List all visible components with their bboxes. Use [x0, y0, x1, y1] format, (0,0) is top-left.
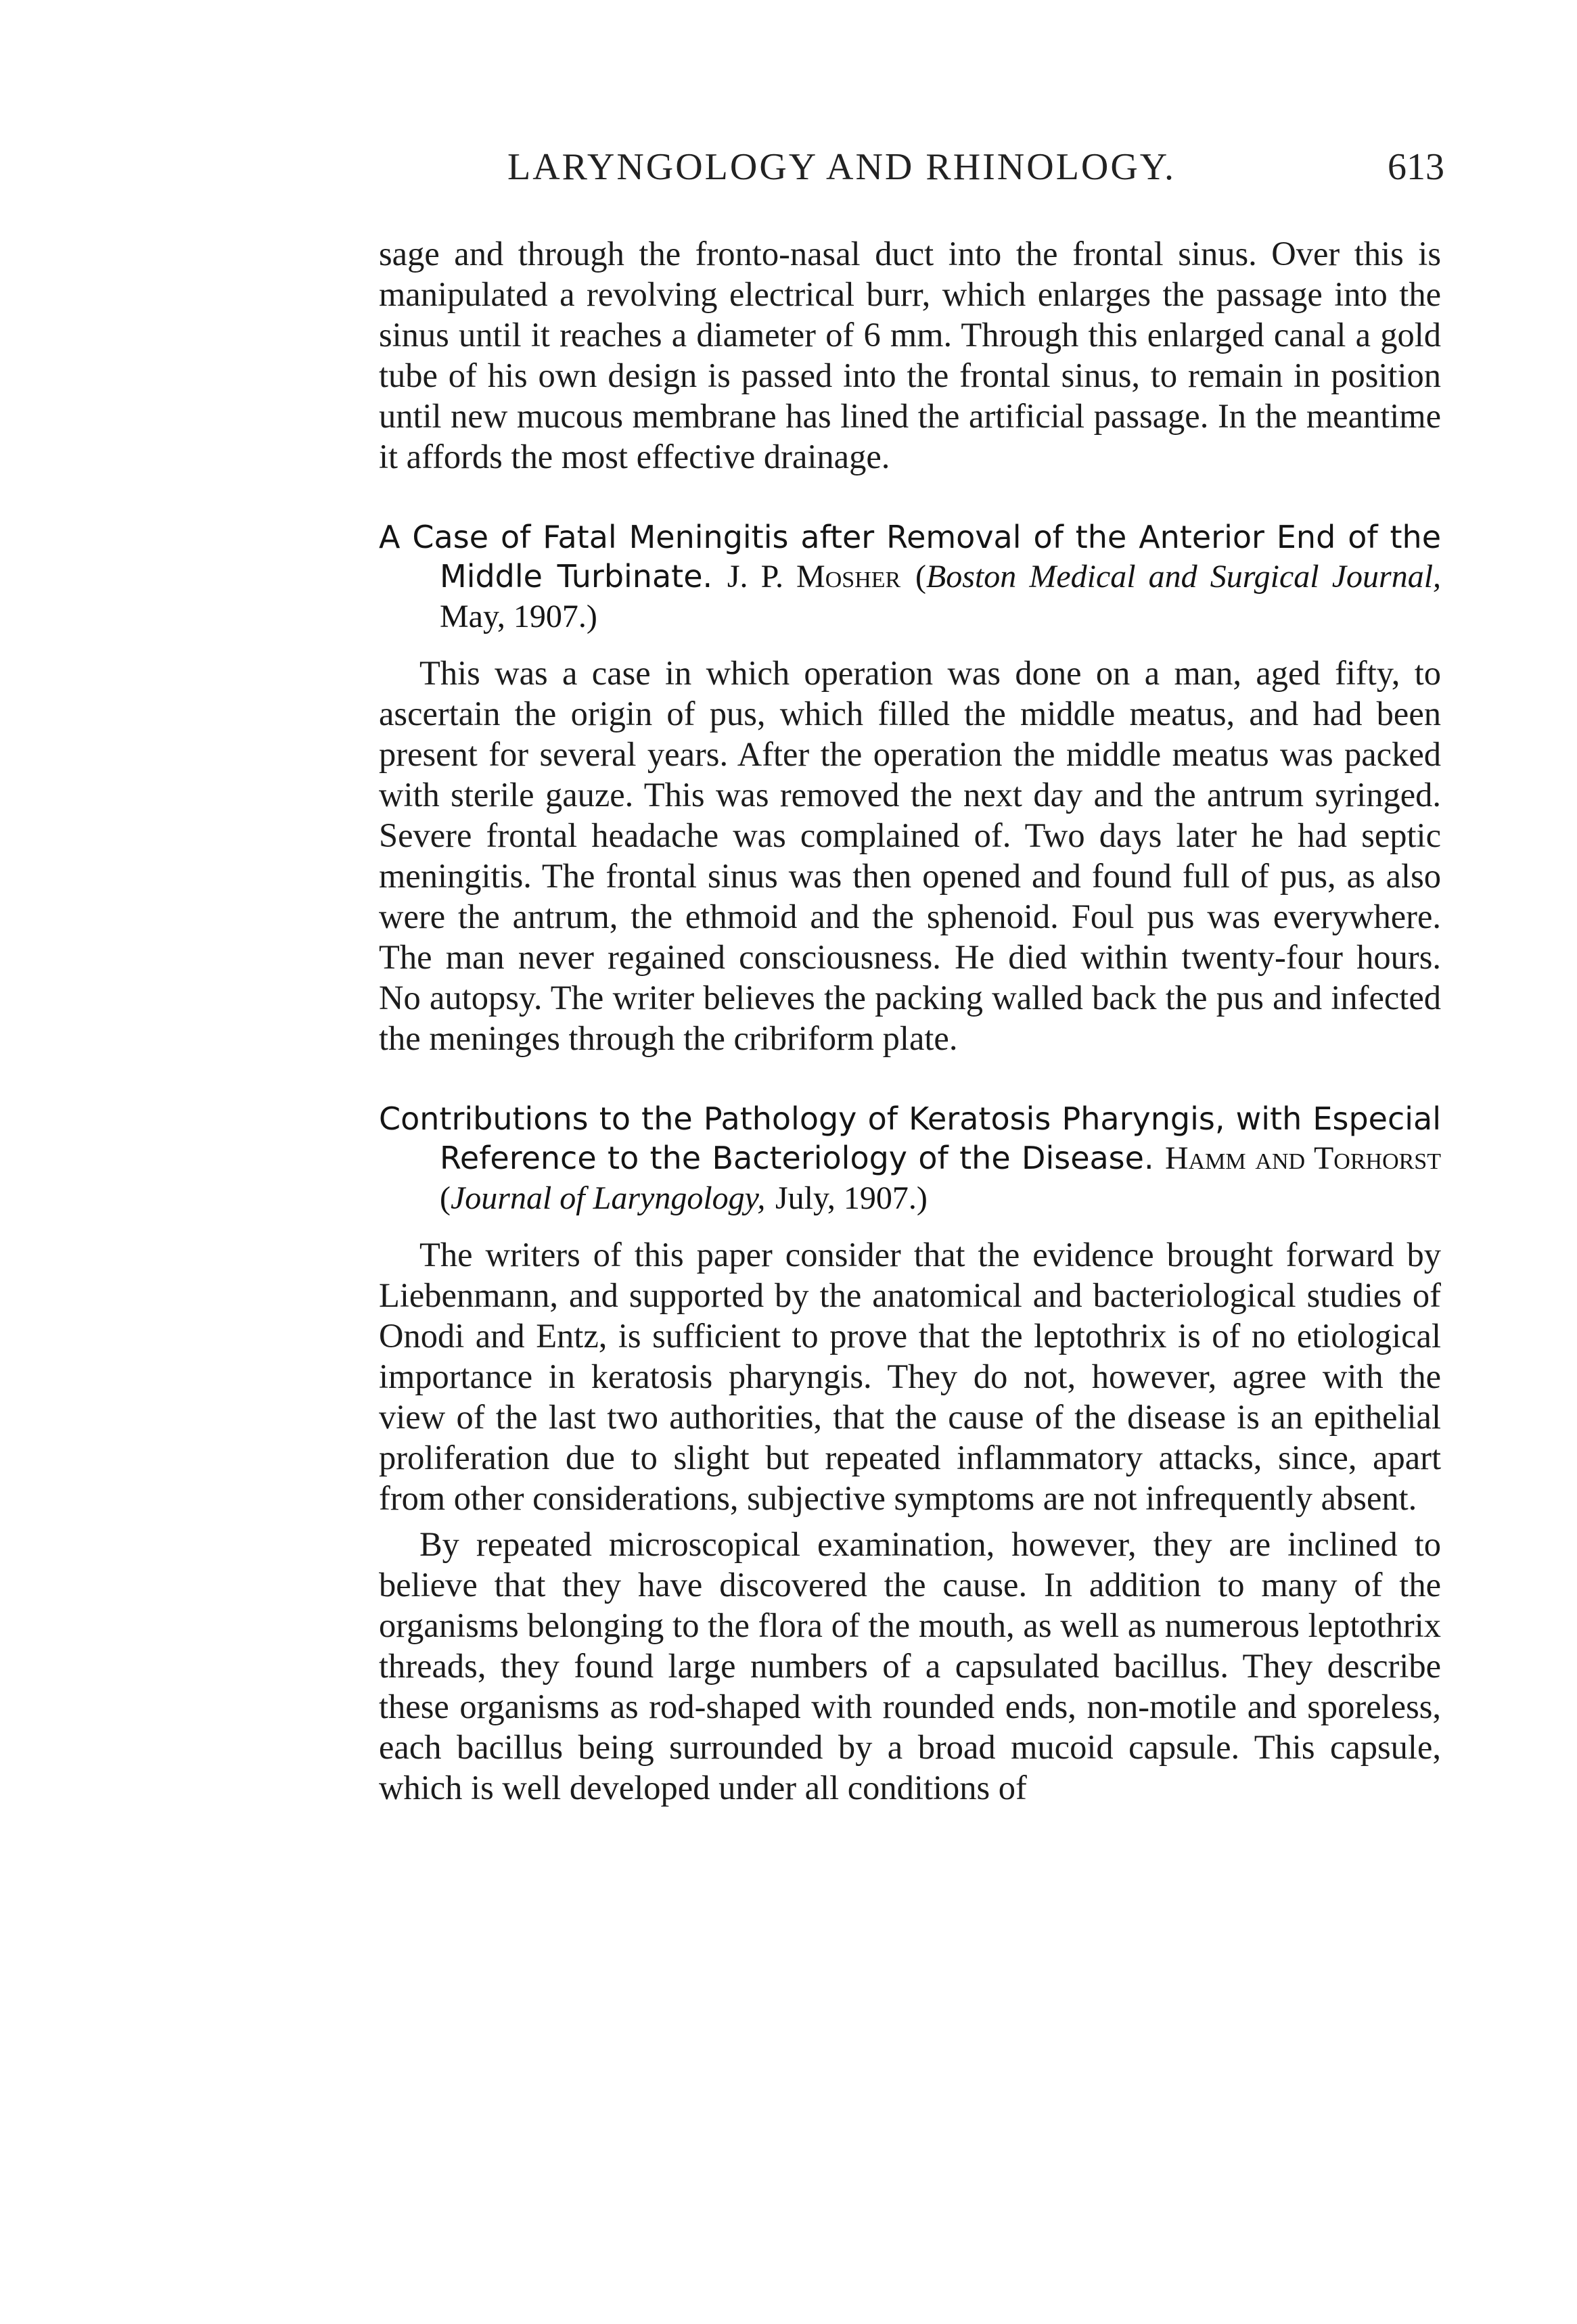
- article-paragraph: This was a case in which operation was done on a man, aged fifty, to ascertain the origin of pus, which filled the middle meatus, and had been present for several years. After the operation the middle meatus was packed with sterile gauze. This was removed the next day and the antrum syringed. Severe frontal headache was complained of. Two days later he had septic meningitis. The frontal sinus was then opened and found full of pus, as also were the antrum, the ethmoid and the sphenoid. Foul pus was everywhere. The man never regained consciousness. He died within twenty-four hours. No autopsy. The writer believes the packing walled back the pus and infected the meninges through the cribriform plate.: [379, 654, 1441, 1057]
- article-journal: Boston Medical and Surgical Journal,: [925, 559, 1442, 595]
- article-journal: Journal of Laryngology,: [450, 1180, 766, 1216]
- article-title: Contributions to the Pathology of Keratosis Pharyngis, with Especial Reference to the Bacteriology of the Disease.: [379, 1100, 1441, 1176]
- citation-open: (: [440, 1180, 451, 1216]
- article-paragraph: The writers of this paper consider that the evidence brought forward by Liebenmann, and supported by the anatomical and bacteriological studies of Onodi and Entz, is sufficient to prove that the leptothrix is of no etiological importance in keratosis pharyngis. They do not, however, agree with the view of the last two authorities, that the cause of the disease is an epithelial proliferation due to slight but repeated inflammatory attacks, since, apart from other considerations, subjective symptoms are not infrequently absent.: [379, 1236, 1441, 1517]
- article-title: A Case of Fatal Meningitis after Removal of the Anterior End of the Middle Turbinate.: [379, 519, 1441, 595]
- article-author: Hamm and Torhorst: [1164, 1140, 1441, 1176]
- article-2: [379, 1099, 1441, 1808]
- article-1: [379, 517, 1441, 1059]
- article-date: May, 1907.): [440, 599, 597, 634]
- article-paragraph: By repeated microscopical examination, however, they are inclined to believe that they have discovered the cause. In addition to many of the organisms belonging to the flora of the mouth, as well as numerous leptothrix threads, they found large numbers of a capsulated bacillus. They describe these organisms as rod-shaped with rounded ends, non-motile and sporeless, each bacillus being surrounded by a broad mucoid capsule. This capsule, which is well developed under all conditions of: [379, 1525, 1441, 1807]
- article-author: J. P. Mosher: [727, 559, 901, 595]
- article-heading: [379, 1099, 1441, 1218]
- running-head: LARYNGOLOGY AND RHINOLOGY.: [507, 146, 1176, 188]
- continuation-paragraph: sage and through the fronto-nasal duct into the frontal sinus. Over this is manipulated a revolving electrical burr, which enlarges the passage into the sinus until it reaches a diameter of 6 mm. Through this enlarged canal a gold tube of his own design is passed into the frontal sinus, to remain in position until new mucous membrane has lined the artificial passage. In the meantime it affords the most effective drainage.: [379, 235, 1441, 475]
- article-heading: [379, 517, 1441, 636]
- text-column: [379, 233, 1441, 1808]
- citation-open: (: [915, 559, 926, 595]
- page-header: [369, 145, 1444, 200]
- page-number: 613: [1388, 146, 1444, 188]
- article-date: July, 1907.): [775, 1180, 928, 1216]
